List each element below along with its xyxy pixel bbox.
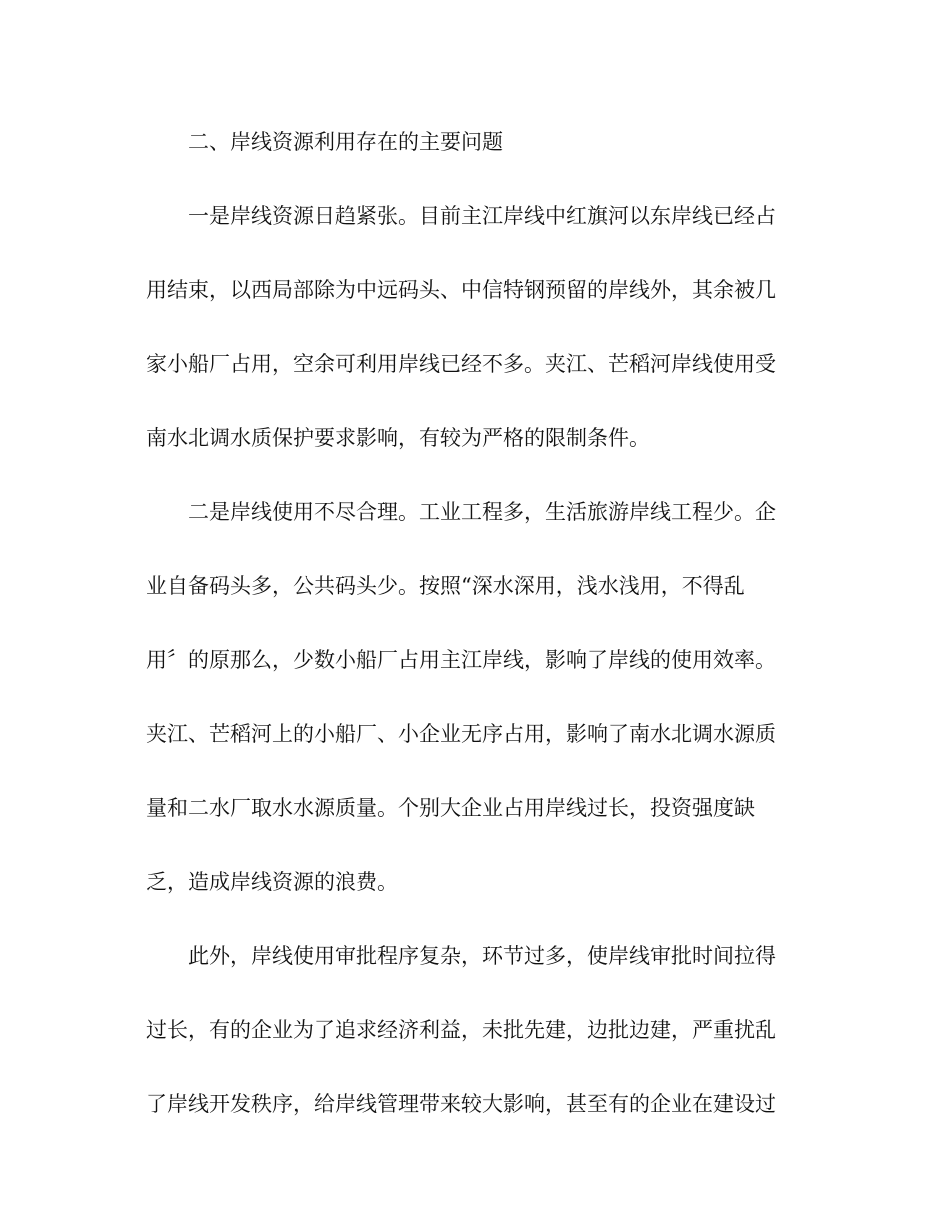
text-line: 过长，有的企业为了追求经济利益，未批先建，边批边建，严重扰乱 xyxy=(146,1018,776,1042)
text-line: 量和二水厂取水水源质量。个别大企业占用岸线过长，投资强度缺 xyxy=(146,796,755,820)
text-line: 二是岸线使用不尽合理。工业工程多，生活旅游岸线工程少。企 xyxy=(146,500,776,524)
text-line: 乏，造成岸线资源的浪费。 xyxy=(146,870,398,894)
text-line: 此外，岸线使用审批程序复杂，环节过多，使岸线审批时间拉得 xyxy=(146,944,776,968)
text-line: 一是岸线资源日趋紧张。目前主江岸线中红旗河以东岸线已经占 xyxy=(146,204,776,228)
text-line: 用结束，以西局部除为中远码头、中信特钢预留的岸线外，其余被几 xyxy=(146,278,776,302)
text-line: 用〞的原那么，少数小船厂占用主江岸线，影响了岸线的使用效率。 xyxy=(146,648,776,672)
text-line: 南水北调水质保护要求影响，有较为严格的限制条件。 xyxy=(146,426,650,450)
text-line: 了岸线开发秩序，给岸线管理带来较大影响，甚至有的企业在建设过 xyxy=(146,1092,776,1116)
text-line: 家小船厂占用，空余可利用岸线已经不多。夹江、芒稻河岸线使用受 xyxy=(146,352,776,376)
section-heading: 二、岸线资源利用存在的主要问题 xyxy=(146,130,503,154)
text-line: 夹江、芒稻河上的小船厂、小企业无序占用，影响了南水北调水源质 xyxy=(146,722,776,746)
text-line: 业自备码头多，公共码头少。按照“深水深用，浅水浅用，不得乱 xyxy=(146,574,745,598)
